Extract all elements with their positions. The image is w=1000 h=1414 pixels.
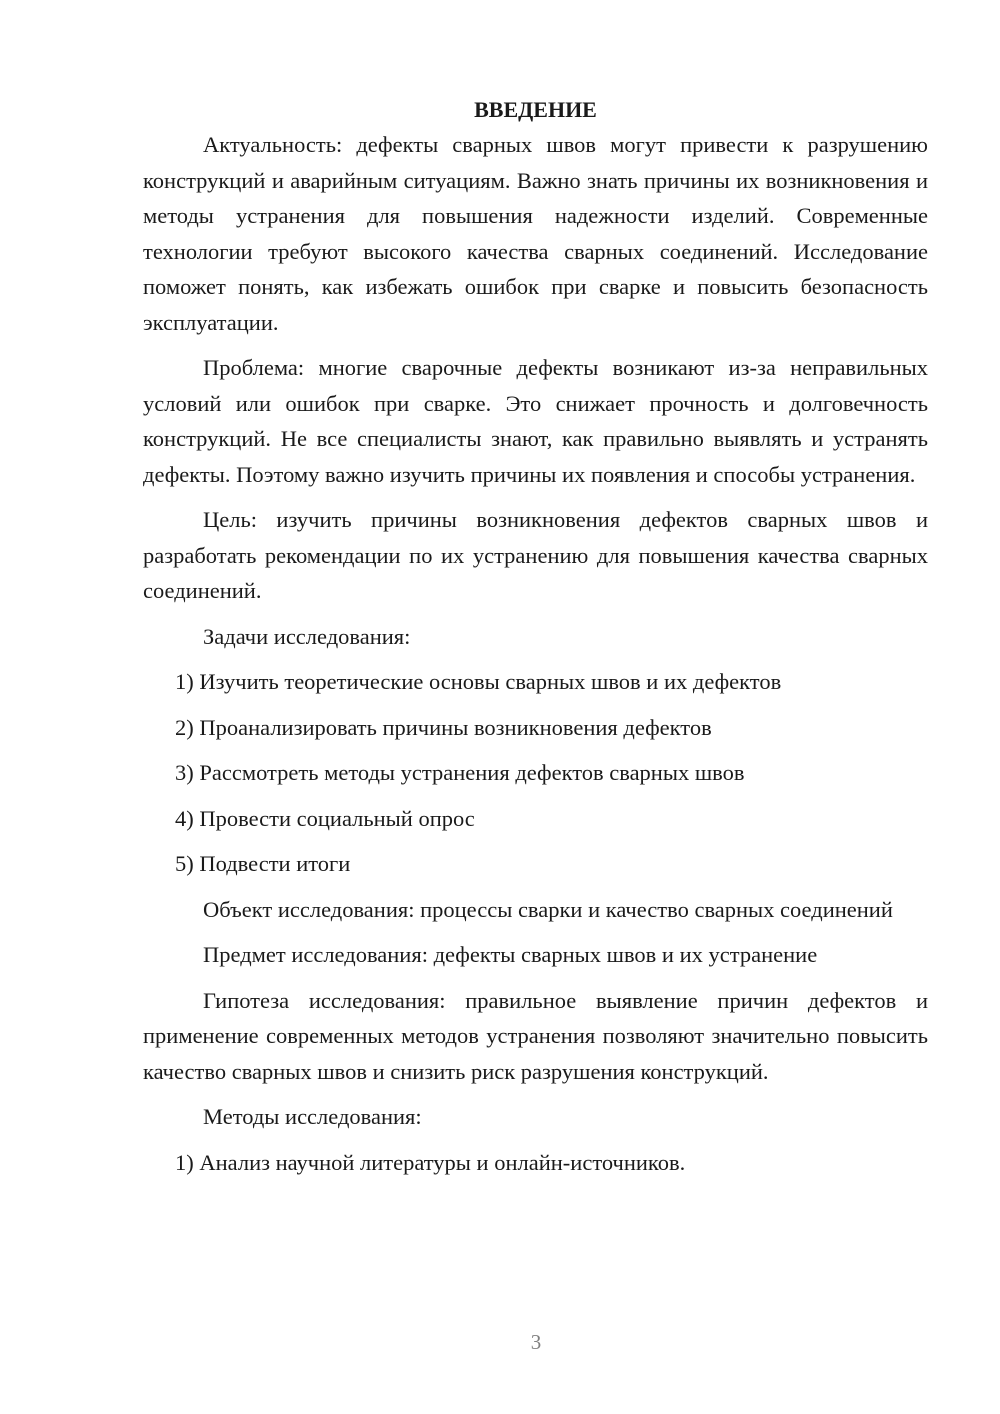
problem-paragraph: Проблема: многие сварочные дефекты возникают из-за неправильных условий или ошибок при сварке. Это снижает прочность и долговечность конструкций. Не все специалисты знают, как правильно выявлять и устранять дефекты. Поэтому важно изучить причины их появления и способы устранения. bbox=[143, 355, 928, 487]
method-item-1: 1) Анализ научной литературы и онлайн-источников. bbox=[175, 1149, 686, 1175]
goal-paragraph: Цель: изучить причины возникновения дефектов сварных швов и разработать рекомендации по их устранению для повышения качества сварных соединений. bbox=[143, 507, 928, 603]
task-item-1: 1) Изучить теоретические основы сварных швов и их дефектов bbox=[175, 669, 782, 694]
page-content bbox=[143, 92, 928, 1190]
subject-paragraph: Предмет исследования: дефекты сварных швов и их устранение bbox=[203, 942, 818, 967]
task-item-2: 2) Проанализировать причины возникновения дефектов bbox=[175, 714, 712, 740]
task-item-3: 3) Рассмотреть методы устранения дефектов сварных швов bbox=[175, 760, 745, 785]
task-item-4: 4) Провести социальный опрос bbox=[175, 805, 475, 831]
hypothesis-paragraph: Гипотеза исследования: правильное выявление причин дефектов и применение современных методов устранения позволяют значительно повысить качество сварных швов и снизить риск разрушения конструкций. bbox=[143, 987, 928, 1084]
relevance-paragraph: Актуальность: дефекты сварных швов могут привести к разрушению конструкций и аварийным ситуациям. Важно знать причины их возникновения и методы устранения для повышения надежности изделий. Современные технологии требуют высокого качества сварных соединений. Исследование поможет понять, как избежать ошибок при сварке и повысить безопасность эксплуатации. bbox=[143, 132, 928, 335]
tasks-heading: Задачи исследования: bbox=[203, 623, 411, 649]
object-paragraph: Объект исследования: процессы сварки и качество сварных соединений bbox=[203, 896, 893, 922]
page-title: ВВЕДЕНИЕ bbox=[474, 97, 597, 122]
task-item-5: 5) Подвести итоги bbox=[175, 851, 351, 876]
page-number: 3 bbox=[530, 1330, 542, 1354]
methods-heading: Методы исследования: bbox=[203, 1104, 422, 1129]
